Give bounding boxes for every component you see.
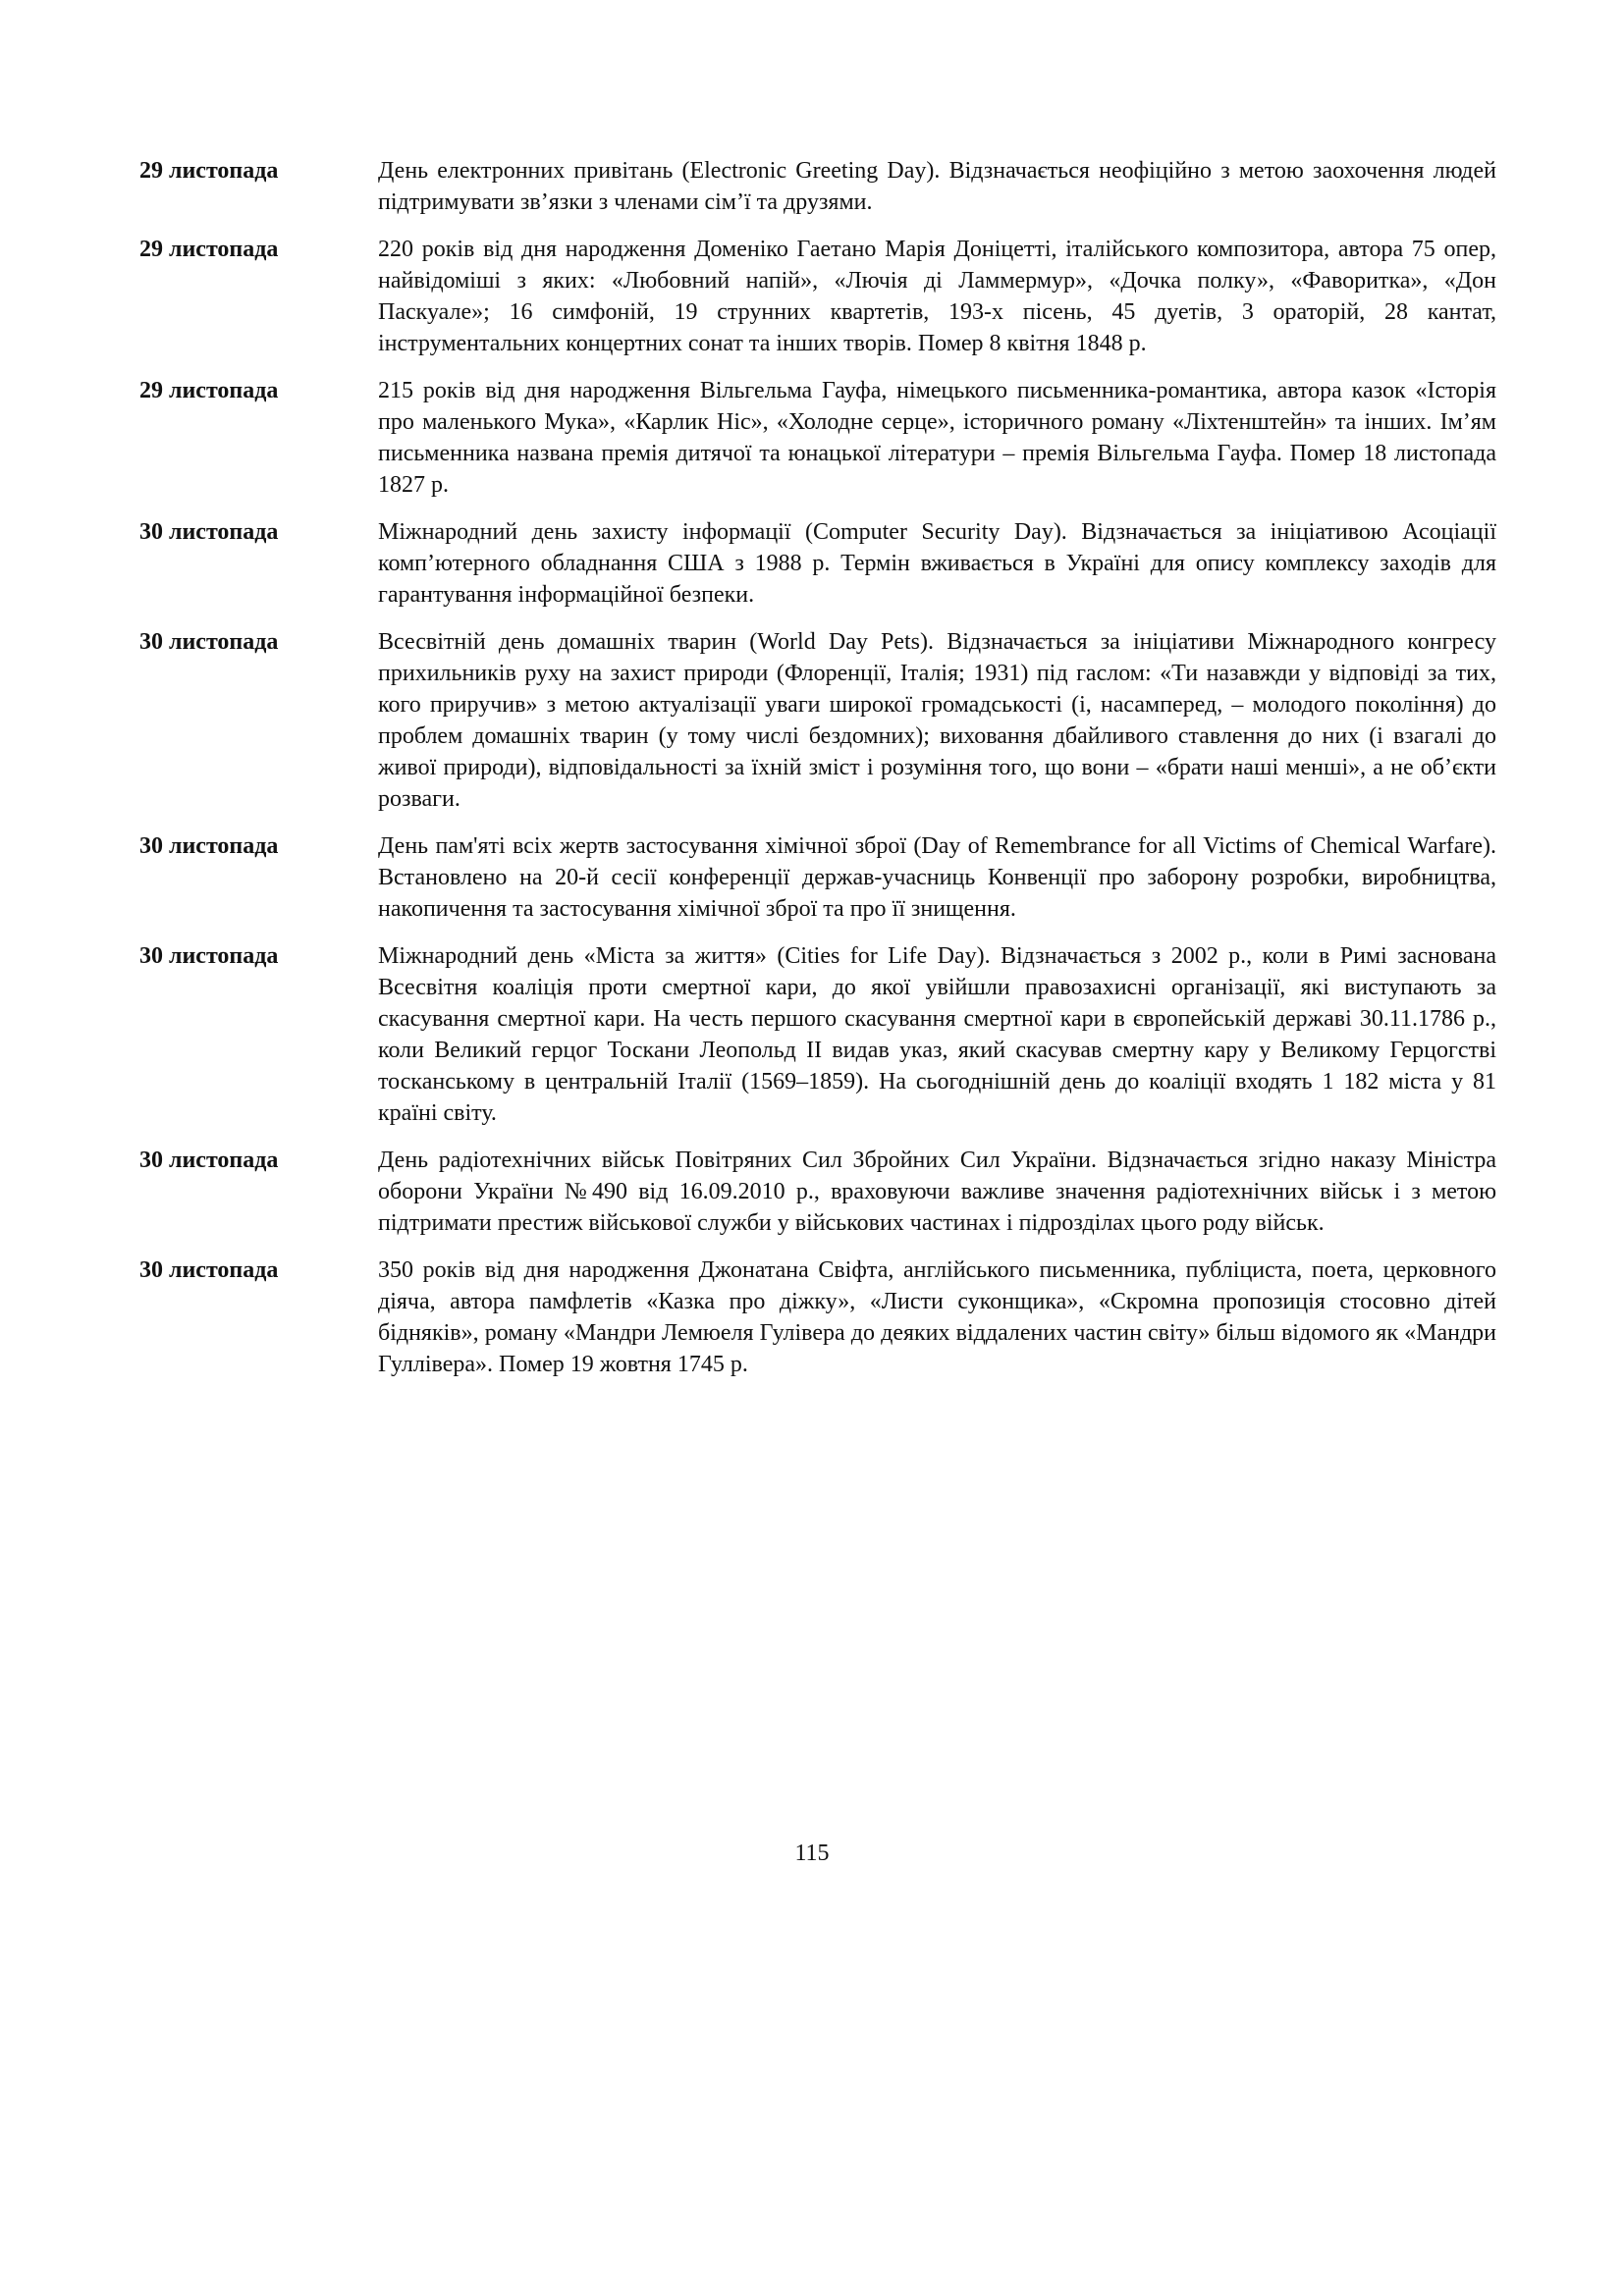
entry-text: 350 років від дня народження Джонатана Свіфта, англійського письменника, публіциста, поета, церковного діяча, автора памфлетів «Казка про діжку», «Листи суконщика», «Скромна пропозиція стосовно дітей бідняків», роману «Мандри Лемюеля Гулівера до деяких віддалених частин світу» більш відомого як «Мандри Гуллівера». Помер 19 жовтня 1745 р.: [378, 1257, 1496, 1377]
calendar-entry: [139, 626, 1496, 815]
calendar-entry: [139, 516, 1496, 611]
calendar-entry: [139, 1255, 1496, 1380]
entry-date: 29 листопада: [139, 378, 279, 403]
entry-date: 29 листопада: [139, 158, 279, 184]
calendar-entry: [139, 375, 1496, 501]
entry-text: Міжнародний день захисту інформації (Computer Security Day). Відзначається за ініціативою Асоціації комп’ютерного обладнання США з 1988 р. Термін вживається в Україні для опису комплексу заходів для гарантування інформаційної безпеки.: [378, 519, 1496, 608]
entry-text: День пам'яті всіх жертв застосування хімічної зброї (Day of Remembrance for all Victims of Chemical Warfare). Встановлено на 20-й сесії конференції держав-учасниць Конвенції про заборону розробки, виробництва, накопичення та застосування хімічної зброї та про її знищення.: [378, 833, 1496, 922]
page-number: 115: [794, 1841, 830, 1866]
calendar-entry: [139, 155, 1496, 218]
entry-text: 220 років від дня народження Доменіко Гаетано Марія Доніцетті, італійського композитора, автора 75 опер, найвідоміші з яких: «Любовний напій», «Лючія ді Ламмермур», «Дочка полку», «Фаворитка», «Дон Паскуале»; 16 симфоній, 19 струнних квартетів, 193-х пісень, 45 дуетів, 3 ораторій, 28 кантат, інструментальних концертних сонат та інших творів. Помер 8 квітня 1848 р.: [378, 237, 1496, 356]
calendar-entry: [139, 1145, 1496, 1239]
entry-date: 30 листопада: [139, 629, 279, 655]
calendar-entry: [139, 830, 1496, 925]
calendar-entries: [139, 155, 1496, 1396]
entry-text: День електронних привітань (Electronic Greeting Day). Відзначається неофіційно з метою заохочення людей підтримувати зв’язки з членами сім’ї та друзями.: [378, 158, 1496, 215]
entry-date: 30 листопада: [139, 519, 279, 545]
entry-date: 30 листопада: [139, 943, 279, 969]
entry-text: День радіотехнічних військ Повітряних Сил Збройних Сил України. Відзначається згідно наказу Міністра оборони України №490 від 16.09.2010 р., враховуючи важливе значення радіотехнічних військ і з метою підтримати престиж військової служби у військових частинах і підрозділах цього роду військ.: [378, 1148, 1496, 1236]
calendar-entry: [139, 940, 1496, 1129]
entry-text: Міжнародний день «Міста за життя» (Cities for Life Day). Відзначається з 2002 р., коли в Римі заснована Всесвітня коаліція проти смертної кари, до якої увійшли правозахисні організації, які виступають за скасування смертної кари. На честь першого скасування смертної кари в європейській державі 30.11.1786 р., коли Великий герцог Тоскани Леопольд II видав указ, який скасував смертну кару у Великому Герцогстві тосканському в центральній Італії (1569–1859). На сьогоднішній день до коаліції входять 1 182 міста у 81 країні світу.: [378, 943, 1496, 1126]
entry-date: 29 листопада: [139, 237, 279, 262]
entry-date: 30 листопада: [139, 1148, 279, 1173]
entry-text: 215 років від дня народження Вільгельма Гауфа, німецького письменника-романтика, автора казок «Історія про маленького Мука», «Карлик Ніс», «Холодне серце», історичного роману «Ліхтенштейн» та інших. Ім’ям письменника названа премія дитячої та юнацької літератури – премія Вільгельма Гауфа. Помер 18 листопада 1827 р.: [378, 378, 1496, 498]
entry-date: 30 листопада: [139, 833, 279, 859]
entry-date: 30 листопада: [139, 1257, 279, 1283]
calendar-entry: [139, 234, 1496, 359]
entry-text: Всесвітній день домашніх тварин (World Day Pets). Відзначається за ініціативи Міжнародного конгресу прихильників руху на захист природи (Флоренції, Італія; 1931) під гаслом: «Ти назавжди у відповіді за тих, кого приручив» з метою актуалізації уваги широкої громадськості (і, насамперед, – молодого покоління) до проблем домашніх тварин (у тому числі бездомних); виховання дбайливого ставлення до них (і взагалі до живої природи), відповідальності за їхній зміст і розуміння того, що вони – «брати наші менші», а не об’єкти розваги.: [378, 629, 1496, 812]
